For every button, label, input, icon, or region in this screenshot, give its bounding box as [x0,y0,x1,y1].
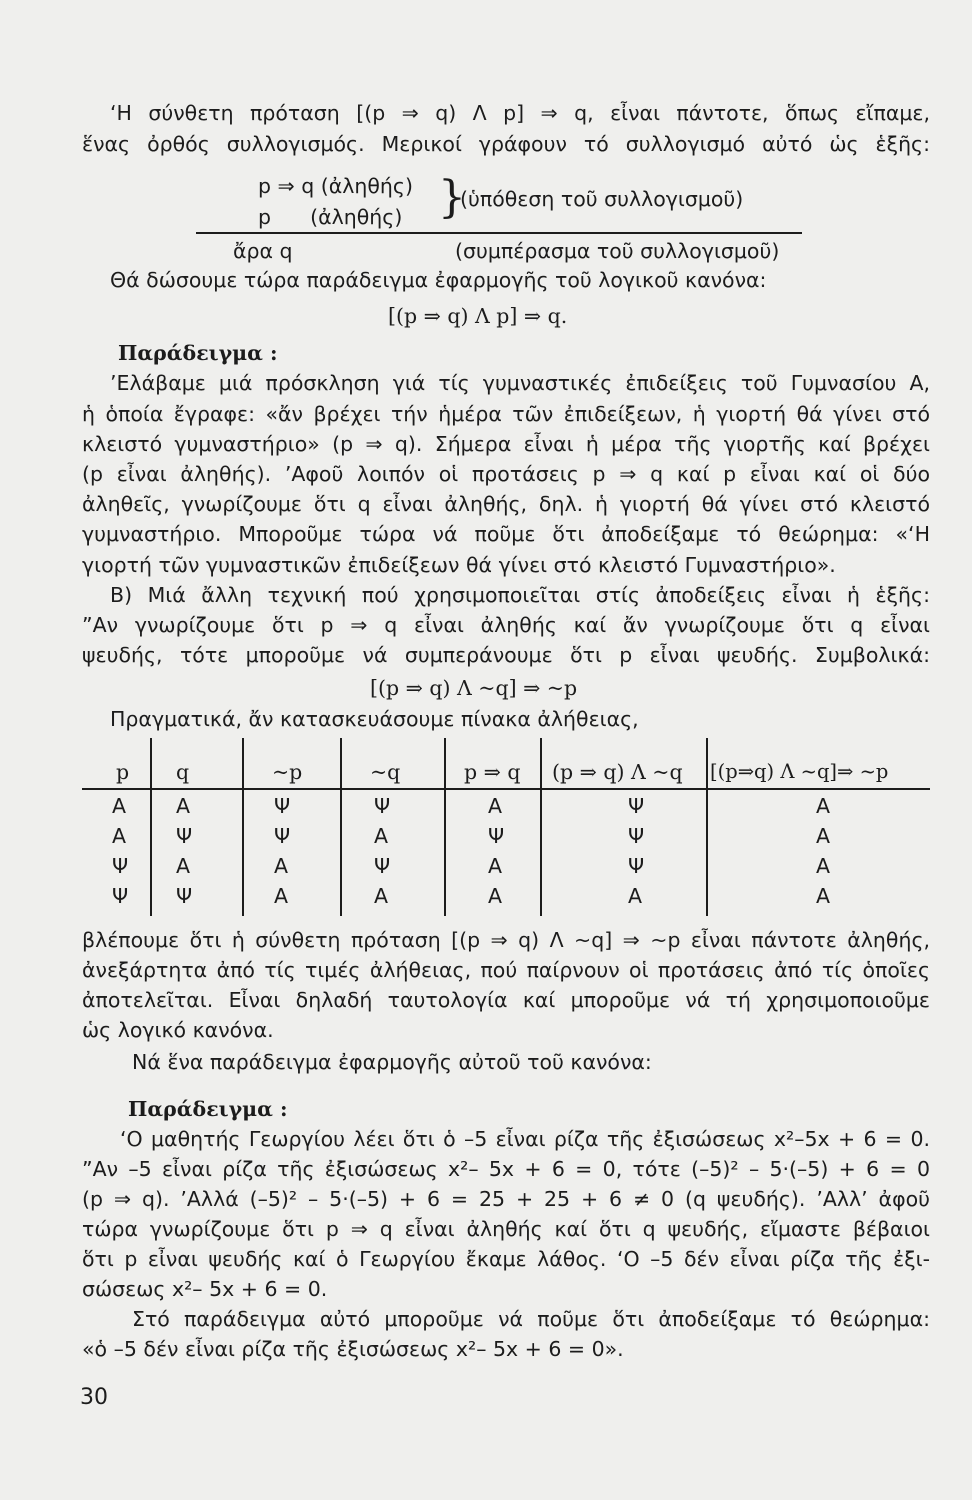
table-cell: Α [274,884,289,908]
syllogism-rule [196,232,802,234]
para1-line-2: ἕνας ὀρθός συλλογισμός. Μερικοί γράφουν τό συλλογισμό αὐτό ὡς ἑξῆς: [82,132,930,156]
example2-line-5: ὅτι p εἶναι ψευδής καί ὁ Γεωργίου ἔκαμε λάθος. ‘Ο –5 δέν εἶναι ρίζα τῆς ἐξι- [82,1247,930,1271]
table-cell: Ψ [176,824,193,848]
table-cell: Α [488,794,503,818]
table-cell: Α [628,884,643,908]
table-cell: Ψ [112,854,129,878]
table-cell: Α [816,854,831,878]
sectionB-line-1: Β) Μιά ἄλλη τεχνική πού χρησιμοποιεῖται στίς ἀποδείξεις εἶναι ἡ ἑξῆς: [110,583,930,607]
table-vline-4 [444,738,446,916]
rule2-formula: [(p ⇒ q) Λ ~q] ⇒ ~p [370,676,578,700]
example1-line-7: γιορτή τῶν γυμναστικῶν ἐπιδείξεων θά γίνει στό κλειστό Γυμναστήριο». [82,553,836,577]
table-vline-1 [150,738,152,916]
example-intro: Θά δώσουμε τώρα παράδειγμα ἐφαρμογῆς τοῦ λογικοῦ κανόνα: [110,268,767,292]
after-table-line-4: ὡς λογικό κανόνα. [82,1018,274,1042]
table-vline-3 [340,738,342,916]
table-cell: Ψ [374,794,391,818]
table-cell: Α [112,824,127,848]
table-header-implication: p ⇒ q [464,760,521,784]
example2-line-4: τώρα γνωρίζουμε ὅτι p ⇒ q εἶναι ἀληθής καί ὅτι q ψευδής, εἴμαστε βέβαιοι [82,1217,930,1241]
example1-line-3: κλειστό γυμναστήριο» (p ⇒ q). Σήμερα εἶναι ἡ μέρα τῆς γιορτῆς καί βρέχει [82,432,930,456]
syllogism-conclusion: ἄρα q [233,239,293,263]
table-cell: Α [816,884,831,908]
after-table-line-2: ἀνεξάρτητα ἀπό τίς τιμές ἀλήθειας, πού παίρνουν οἱ προτάσεις ἀπό τίς ὁποῖες [82,958,930,982]
table-intro: Πραγματικά, ἄν κατασκευάσουμε πίνακα ἀλήθειας, [110,707,639,731]
table-header-full: [(p⇒q) Λ ~q]⇒ ~p [710,760,889,783]
closing-line-1: Στό παράδειγμα αὐτό μποροῦμε νά ποῦμε ὅτι ἀποδείξαμε τό θεώρημα: [132,1307,930,1331]
table-vline-5 [540,738,542,916]
table-cell: Ψ [628,854,645,878]
table-cell: Ψ [274,794,291,818]
after-table-line-1: βλέπουμε ὅτι ἡ σύνθετη πρόταση [(p ⇒ q) Λ ~q] ⇒ ~p εἶναι πάντοτε ἀληθής, [82,928,930,952]
closing-line-2: «ὁ –5 δέν εἶναι ρίζα τῆς ἐξισώσεως x²– 5x + 6 = 0». [82,1337,624,1361]
example1-line-2: ἡ ὁποία ἔγραφε: «ἄν βρέχει τήν ἡμέρα τῶν ἐπιδείξεων, ἡ γιορτή θά γίνει στό [82,402,930,426]
table-cell: Ψ [628,794,645,818]
table-header-q: q [176,760,190,784]
table-header-not-p: ~p [272,760,303,784]
table-cell: Α [374,824,389,848]
example2-line-3: (p ⇒ q). ’Αλλά (–5)² – 5·(–5) + 6 = 25 + 25 + 6 ≠ 0 (q ψευδής). ’Αλλ’ ἀφοῦ [82,1187,930,1211]
table-cell: Α [488,884,503,908]
example1-line-5: ἀληθεῖς, γνωρίζουμε ὅτι q εἶναι ἀληθής, δηλ. ἡ γιορτή θά γίνει στό κλειστό [82,492,930,516]
table-cell: Α [176,854,191,878]
table-header-conjunction: (p ⇒ q) Λ ~q [552,760,683,784]
table-cell: Ψ [112,884,129,908]
table-cell: Α [816,794,831,818]
table-vline-6 [706,738,708,916]
after-table-line-3: ἀποτελεῖται. Εἶναι δηλαδή ταυτολογία καί μποροῦμε νά τή χρησιμοποιοῦμε [82,988,930,1012]
table-cell: Α [112,794,127,818]
example2-line-6: σώσεως x²– 5x + 6 = 0. [82,1277,328,1301]
table-cell: Α [488,854,503,878]
syllogism-conclusion-note: (συμπέρασμα τοῦ συλλογισμοῦ) [455,239,780,263]
table-cell: Ψ [488,824,505,848]
table-cell: Ψ [628,824,645,848]
example-heading-1: Παράδειγμα : [118,341,278,365]
table-cell: Α [374,884,389,908]
example1-line-1: ’Ελάβαμε μιά πρόσκληση γιά τίς γυμναστικές ἐπιδείξεις τοῦ Γυμνασίου Α, [110,371,930,395]
page-number: 30 [80,1385,108,1410]
table-cell: Ψ [176,884,193,908]
example1-line-6: γυμναστήριο. Μποροῦμε τώρα νά ποῦμε ὅτι ἀποδείξαμε τό θεώρημα: «‘Η [82,522,930,546]
table-cell: Α [816,824,831,848]
curly-brace: } [438,172,466,223]
table-cell: Α [274,854,289,878]
table-header-p: p [116,760,130,784]
example2-line-1: ‘Ο μαθητής Γεωργίου λέει ὅτι ὁ –5 εἶναι ρίζα τῆς ἐξισώσεως x²–5x + 6 = 0. [120,1127,930,1151]
example1-line-4: (p εἶναι ἀληθής). ’Αφοῦ λοιπόν οἱ προτάσεις p ⇒ q καί p εἶναι καί οἱ δύο [82,462,930,486]
example2-intro: Νά ἕνα παράδειγμα ἐφαρμογῆς αὐτοῦ τοῦ κανόνα: [132,1050,652,1074]
sectionB-line-2: ”Αν γνωρίζουμε ὅτι p ⇒ q εἶναι ἀληθής καί ἄν γνωρίζουμε ὅτι q εἶναι [82,613,930,637]
table-header-not-q: ~q [370,760,401,784]
example-heading-2: Παράδειγμα : [128,1097,288,1121]
sectionB-line-3: ψευδής, τότε μποροῦμε νά συμπεράνουμε ὅτι p εἶναι ψευδής. Συμβολικά: [82,643,930,667]
para1-line-1: ‘Η σύνθετη πρόταση [(p ⇒ q) Λ p] ⇒ q, εἶναι πάντοτε, ὅπως εἴπαμε, [110,101,930,125]
table-header-rule [82,788,930,790]
table-vline-2 [242,738,244,916]
table-cell: Ψ [374,854,391,878]
syllogism-premise-1: p ⇒ q (ἀληθής) [258,174,413,198]
example2-line-2: ”Αν –5 εἶναι ρίζα τῆς ἐξισώσεως x²– 5x + 6 = 0, τότε (–5)² – 5·(–5) + 6 = 0 [82,1157,930,1181]
rule1-formula: [(p ⇒ q) Λ p] ⇒ q. [388,304,568,328]
table-cell: Ψ [274,824,291,848]
syllogism-premise-note: (ὑπόθεση τοῦ συλλογισμοῦ) [460,187,744,211]
syllogism-premise-2: p (ἀληθής) [258,205,403,229]
table-cell: Α [176,794,191,818]
